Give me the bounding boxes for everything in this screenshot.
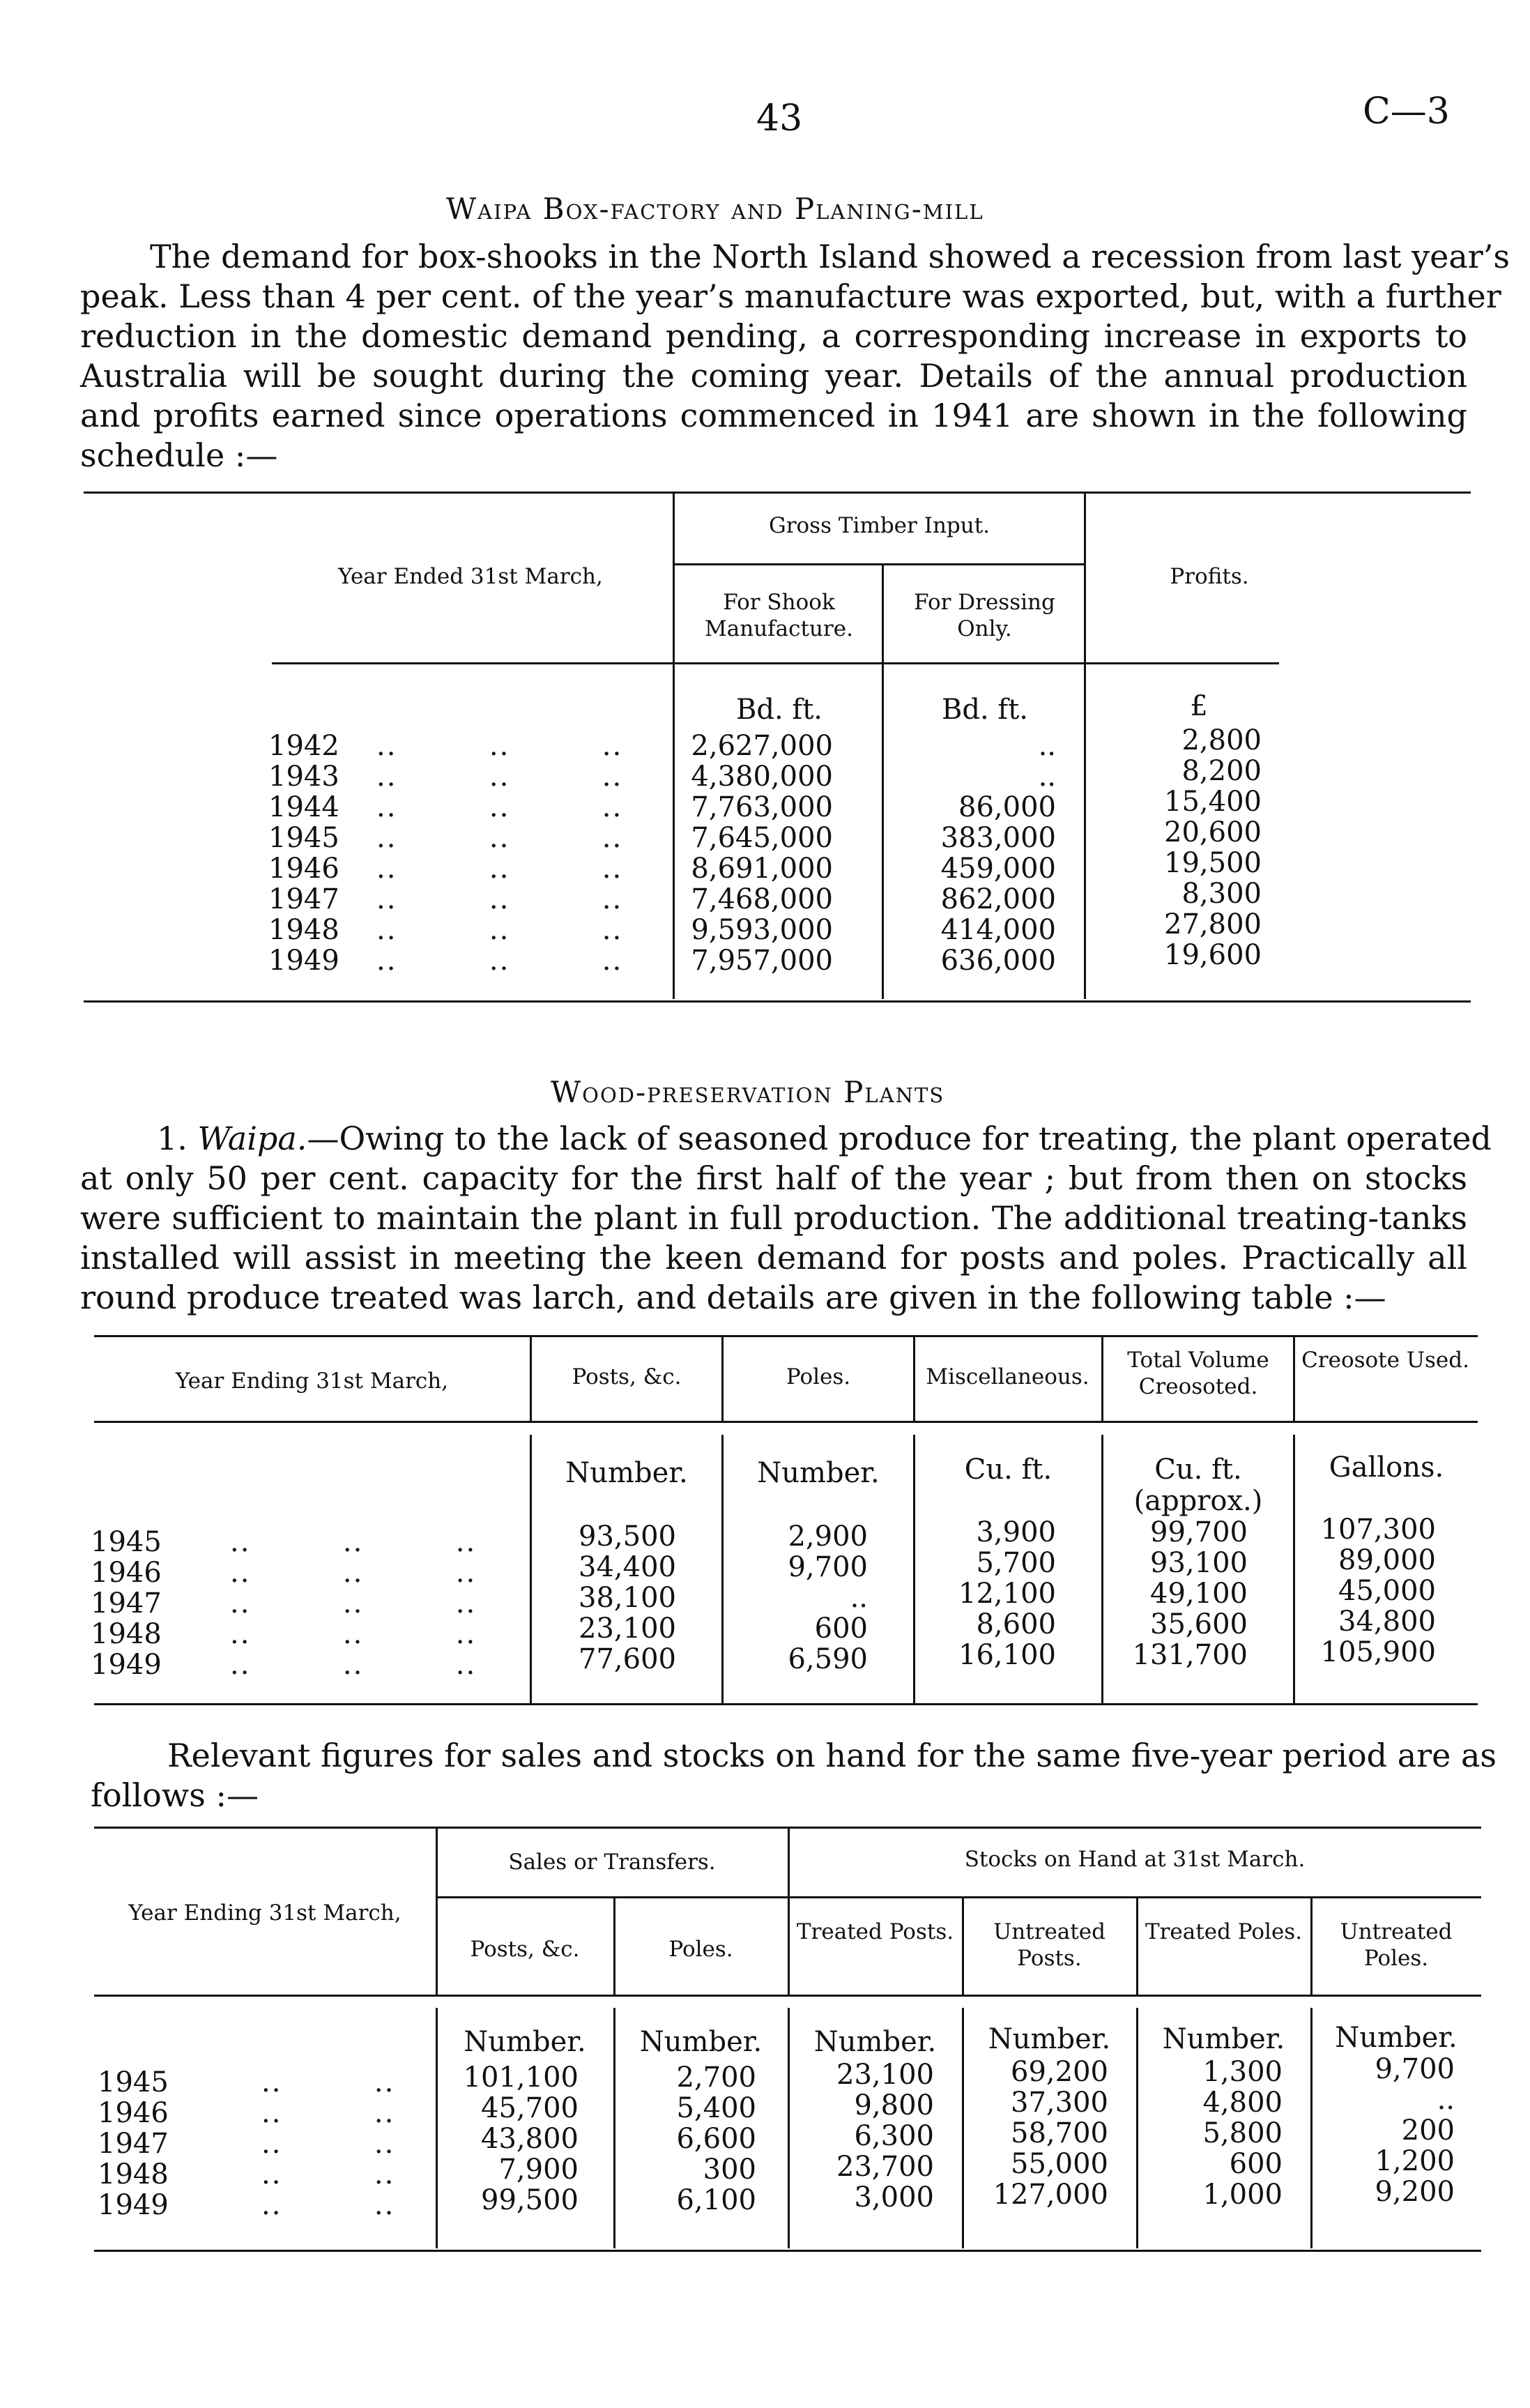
- cell-sales-posts: 7,900: [498, 2154, 579, 2186]
- column-header-poles: Poles.: [668, 1937, 733, 1962]
- paragraph-box-factory: [80, 237, 1510, 475]
- paragraph-sales-stocks: [91, 1736, 1497, 1815]
- column-header-year: Year Ending 31st March,: [175, 1369, 449, 1394]
- cell-profits: 2,800: [1181, 724, 1262, 756]
- paragraph-line: round produce treated was larch, and details are given in the following table :—: [80, 1279, 1386, 1316]
- cell-treated-posts: 23,100: [836, 2059, 934, 2091]
- cell-sales-poles: 6,100: [676, 2184, 756, 2216]
- cell-sales-poles: 6,600: [676, 2123, 756, 2155]
- unit-label: Bd. ft.: [735, 694, 823, 726]
- cell-untreated-poles: ..: [1437, 2084, 1455, 2116]
- unit-label: Number.: [813, 2026, 937, 2058]
- column-header-dressing: For Dressing Only.: [914, 590, 1055, 641]
- cell-shook: 4,380,000: [691, 761, 833, 793]
- table-rule: [1293, 1337, 1295, 1421]
- cell-total-volume: 99,700: [1150, 1516, 1248, 1548]
- table-row-year: 1949: [268, 945, 339, 977]
- cell-untreated-poles: 9,700: [1375, 2053, 1455, 2085]
- table-rule: [84, 491, 1471, 494]
- column-header-posts: Posts, &c.: [572, 1364, 682, 1389]
- cell-shook: 2,627,000: [691, 730, 833, 762]
- paragraph-line: schedule :—: [80, 436, 278, 474]
- cell-poles: 600: [814, 1613, 868, 1645]
- column-header-creosote: Creosote Used.: [1301, 1348, 1469, 1373]
- cell-untreated-poles: 200: [1401, 2114, 1455, 2147]
- column-header-untreated-poles: Untreated Poles.: [1340, 1919, 1453, 1971]
- paragraph-line: Australia will be sought during the coming year. Details of the annual production: [80, 357, 1467, 395]
- cell-sales-posts: 43,800: [481, 2123, 579, 2155]
- cell-shook: 7,763,000: [691, 791, 833, 823]
- column-header-year: Year Ending 31st March,: [128, 1900, 401, 1926]
- paragraph-line: and profits earned since operations commenced in 1941 are shown in the following: [80, 397, 1467, 434]
- cell-treated-posts: 3,000: [854, 2181, 934, 2213]
- table-rule: [675, 563, 1084, 565]
- cell-miscellaneous: 12,100: [958, 1578, 1056, 1610]
- cell-posts: 38,100: [579, 1582, 676, 1614]
- cell-posts: 93,500: [579, 1521, 676, 1553]
- table-rule: [721, 1337, 724, 1421]
- cell-total-volume: 93,100: [1150, 1547, 1248, 1579]
- paragraph-line-rest: —Owing to the lack of seasoned produce for treating, the plant operated: [307, 1120, 1492, 1157]
- cell-treated-poles: 600: [1229, 2148, 1283, 2180]
- cell-miscellaneous: 3,900: [976, 1516, 1056, 1548]
- cell-profits: 20,600: [1164, 816, 1262, 848]
- column-header-treated-poles: Treated Poles.: [1145, 1919, 1303, 1944]
- cell-creosote: 45,000: [1338, 1575, 1436, 1607]
- column-header-shook: For Shook Manufacture.: [705, 590, 853, 641]
- cell-untreated-poles: 9,200: [1375, 2176, 1455, 2208]
- column-header-total-volume: Total Volume Creosoted.: [1127, 1348, 1269, 1399]
- cell-sales-posts: 99,500: [481, 2184, 579, 2216]
- column-header-year: Year Ended 31st March,: [338, 564, 603, 589]
- cell-treated-poles: 1,000: [1202, 2179, 1283, 2211]
- table-row-year: 1943: [268, 761, 339, 793]
- column-group-header-gross-timber: Gross Timber Input.: [768, 513, 990, 538]
- cell-dressing: 862,000: [940, 883, 1056, 915]
- document-reference: C—3: [1363, 91, 1450, 132]
- cell-sales-posts: 45,700: [481, 2092, 579, 2124]
- cell-treated-posts: 9,800: [854, 2089, 934, 2121]
- cell-sales-poles: 5,400: [676, 2092, 756, 2124]
- cell-sales-poles: 2,700: [676, 2062, 756, 2094]
- unit-label: Number.: [565, 1457, 688, 1489]
- column-group-header-sales: Sales or Transfers.: [508, 1850, 716, 1875]
- table-rule: [272, 662, 1279, 664]
- column-header-posts: Posts, &c.: [470, 1937, 580, 1962]
- paragraph-line: installed will assist in meeting the keen demand for posts and poles. Practically all: [80, 1239, 1467, 1277]
- table-row-year: 1946: [91, 1557, 162, 1589]
- cell-sales-poles: 300: [703, 2154, 756, 2186]
- cell-untreated-posts: 37,300: [1011, 2087, 1108, 2119]
- cell-shook: 7,645,000: [691, 822, 833, 854]
- paragraph-line: [80, 1119, 1492, 1159]
- table-row-year: 1945: [268, 822, 339, 854]
- unit-label: Number.: [757, 1457, 880, 1489]
- leader-dots: .. .. .. .. .. .. .. .. .. ..: [261, 2066, 395, 2221]
- cell-untreated-posts: 127,000: [993, 2179, 1108, 2211]
- table-row-year: 1947: [98, 2128, 169, 2160]
- table-rule: [1101, 1337, 1103, 1421]
- cell-shook: 8,691,000: [691, 853, 833, 885]
- cell-treated-poles: 5,800: [1202, 2117, 1283, 2149]
- cell-posts: 23,100: [579, 1613, 676, 1645]
- cell-miscellaneous: 16,100: [958, 1639, 1056, 1671]
- table-row-year: 1946: [98, 2097, 169, 2129]
- cell-treated-posts: 23,700: [836, 2151, 934, 2183]
- cell-dressing: 636,000: [940, 945, 1056, 977]
- paragraph-line: reduction in the domestic demand pending, a corresponding increase in exports to: [80, 317, 1467, 355]
- leader-dots: .. .. .. .. .. .. .. .. .. .. .. .. .. .. ..: [230, 1526, 477, 1681]
- column-header-miscellaneous: Miscellaneous.: [926, 1364, 1089, 1389]
- table-row-year: 1948: [91, 1618, 162, 1650]
- unit-label: Number.: [1162, 2023, 1285, 2055]
- cell-sales-posts: 101,100: [463, 2062, 579, 2094]
- lead-number: 1.: [157, 1120, 188, 1157]
- unit-label: Number.: [1335, 2022, 1458, 2054]
- cell-shook: 9,593,000: [691, 914, 833, 946]
- cell-treated-posts: 6,300: [854, 2120, 934, 2152]
- table-row-year: 1948: [268, 914, 339, 946]
- paragraph-line: were sufficient to maintain the plant in full production. The additional treating-tanks: [80, 1199, 1467, 1237]
- cell-poles: 2,900: [788, 1521, 868, 1553]
- cell-dressing: ..: [1038, 761, 1056, 793]
- cell-profits: 8,200: [1181, 755, 1262, 787]
- table-row-year: 1945: [98, 2066, 169, 2098]
- unit-label: Number.: [639, 2026, 763, 2058]
- cell-treated-poles: 4,800: [1202, 2087, 1283, 2119]
- table-rule: [530, 1337, 532, 1421]
- table-rule: [438, 1896, 1481, 1898]
- column-header-untreated-posts: Untreated Posts.: [993, 1919, 1106, 1971]
- table-rule: [1084, 494, 1086, 662]
- unit-label: Gallons.: [1329, 1451, 1444, 1484]
- cell-dressing: ..: [1038, 730, 1056, 762]
- cell-profits: 19,500: [1164, 847, 1262, 879]
- table-rule: [1136, 1898, 1138, 1995]
- paragraph-line: The demand for box-shooks in the North Island showed a recession from last year’s: [150, 238, 1510, 275]
- paragraph-wood-preservation: [80, 1119, 1492, 1318]
- cell-miscellaneous: 5,700: [976, 1547, 1056, 1579]
- cell-profits: 27,800: [1164, 908, 1262, 940]
- unit-label: Cu. ft.: [1154, 1454, 1242, 1486]
- column-group-header-stocks: Stocks on Hand at 31st March.: [964, 1847, 1306, 1872]
- table-rule: [94, 1421, 1478, 1423]
- column-header-profits: Profits.: [1170, 564, 1249, 589]
- unit-label: Cu. ft.: [964, 1454, 1053, 1486]
- table-rule: [94, 1703, 1478, 1705]
- table-rule: [84, 1000, 1471, 1003]
- cell-shook: 7,468,000: [691, 883, 833, 915]
- section-heading-wood-preservation: Wood-preservation Plants: [551, 1075, 945, 1109]
- lead-italic: Waipa.: [197, 1120, 307, 1157]
- cell-dressing: 86,000: [958, 791, 1056, 823]
- column-header-treated-posts: Treated Posts.: [796, 1919, 954, 1944]
- cell-miscellaneous: 8,600: [976, 1608, 1056, 1640]
- cell-dressing: 383,000: [940, 822, 1056, 854]
- table-row-year: 1949: [91, 1649, 162, 1681]
- paragraph-line: Relevant figures for sales and stocks on hand for the same five-year period are as: [167, 1737, 1497, 1774]
- paragraph-line: follows :—: [91, 1776, 259, 1814]
- unit-note: (approx.): [1133, 1485, 1263, 1517]
- page-number: 43: [756, 98, 803, 139]
- cell-creosote: 105,900: [1320, 1636, 1436, 1668]
- section-heading-box-factory: Waipa Box-factory and Planing-mill: [446, 192, 984, 226]
- cell-untreated-posts: 55,000: [1011, 2148, 1108, 2180]
- table-row-year: 1947: [91, 1587, 162, 1620]
- cell-poles: 6,590: [788, 1643, 868, 1675]
- cell-untreated-posts: 58,700: [1011, 2117, 1108, 2149]
- table-row-year: 1947: [268, 883, 339, 915]
- table-row-year: 1948: [98, 2158, 169, 2190]
- paragraph-line: peak. Less than 4 per cent. of the year’s manufacture was exported, but, with a further: [80, 277, 1501, 315]
- cell-posts: 77,600: [579, 1643, 676, 1675]
- paragraph-line: at only 50 per cent. capacity for the first half of the year ; but from then on stocks: [80, 1159, 1467, 1197]
- cell-poles: 9,700: [788, 1551, 868, 1583]
- cell-creosote: 107,300: [1320, 1514, 1436, 1546]
- table-row-year: 1946: [268, 853, 339, 885]
- column-header-poles: Poles.: [786, 1364, 851, 1389]
- table-row-year: 1949: [98, 2189, 169, 2221]
- table-rule: [94, 1335, 1478, 1337]
- cell-total-volume: 49,100: [1150, 1578, 1248, 1610]
- table-row-year: 1945: [91, 1526, 162, 1558]
- cell-untreated-poles: 1,200: [1375, 2145, 1455, 2177]
- table-rule: [94, 2250, 1481, 2252]
- cell-dressing: 459,000: [940, 853, 1056, 885]
- cell-shook: 7,957,000: [691, 945, 833, 977]
- cell-profits: 8,300: [1181, 878, 1262, 910]
- table-rule: [94, 1995, 1481, 1997]
- cell-total-volume: 35,600: [1150, 1608, 1248, 1640]
- cell-dressing: 414,000: [940, 914, 1056, 946]
- table-row-year: 1944: [268, 791, 339, 823]
- cell-poles: ..: [850, 1582, 868, 1614]
- unit-label: £: [1190, 690, 1208, 722]
- cell-treated-poles: 1,300: [1202, 2056, 1283, 2088]
- cell-total-volume: 131,700: [1132, 1639, 1248, 1671]
- table-row-year: 1942: [268, 730, 339, 762]
- unit-label: Bd. ft.: [941, 694, 1029, 726]
- cell-profits: 15,400: [1164, 786, 1262, 818]
- cell-creosote: 34,800: [1338, 1606, 1436, 1638]
- leader-dots: .. .. .. .. .. .. .. .. .. .. .. .. .. .. .. .. .. .. .. .. .. .. .. ..: [376, 730, 623, 977]
- cell-posts: 34,400: [579, 1551, 676, 1583]
- cell-untreated-posts: 69,200: [1011, 2056, 1108, 2088]
- cell-profits: 19,600: [1164, 939, 1262, 971]
- unit-label: Number.: [988, 2023, 1111, 2055]
- unit-label: Number.: [464, 2026, 586, 2058]
- cell-creosote: 89,000: [1338, 1544, 1436, 1576]
- table-rule: [882, 565, 884, 662]
